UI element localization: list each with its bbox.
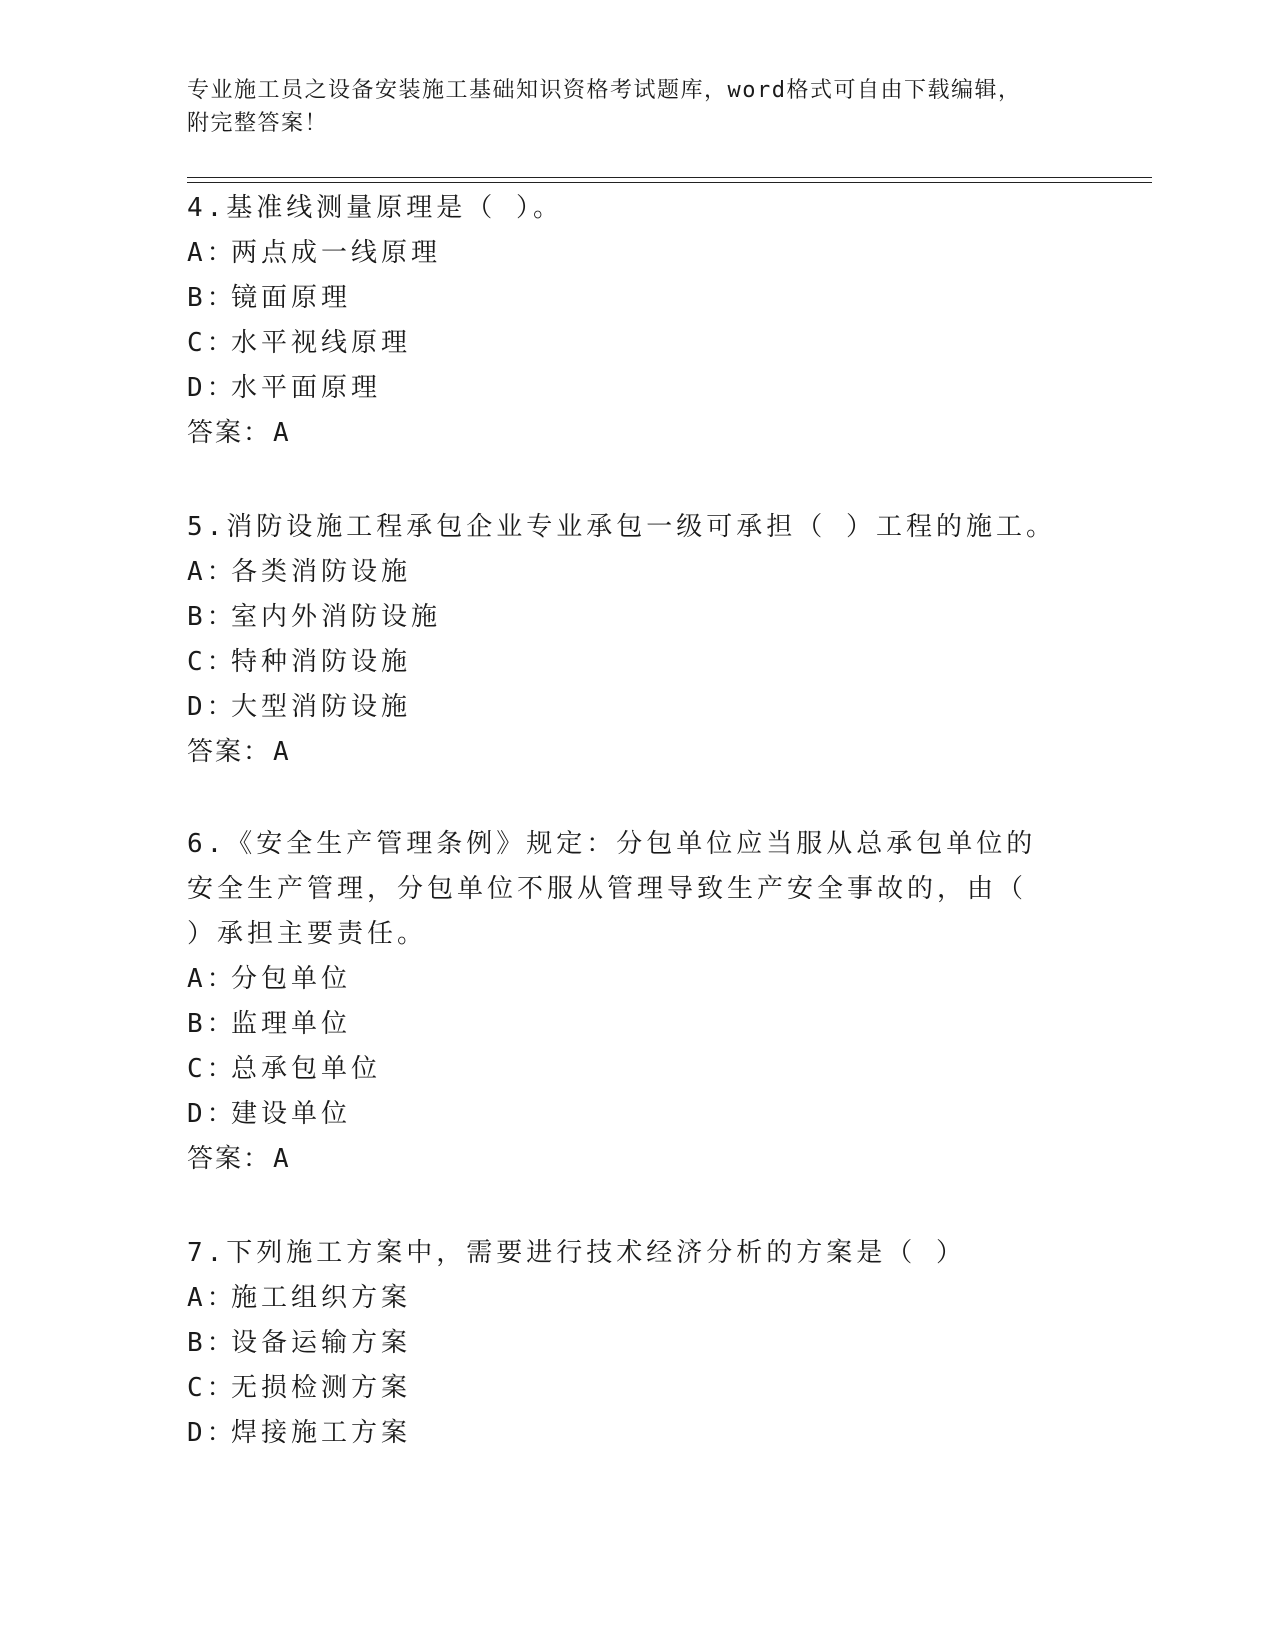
option-key: D： xyxy=(187,692,237,722)
option-text: 监理单位 xyxy=(231,1009,352,1039)
option-text: 镜面原理 xyxy=(231,283,352,313)
option-text: 建设单位 xyxy=(231,1099,352,1129)
header-divider-bottom xyxy=(187,182,1152,183)
question-stem: 7.下列施工方案中，需要进行技术经济分析的方案是（ ） xyxy=(187,1238,966,1268)
option-text: 无损检测方案 xyxy=(231,1373,412,1403)
option-c xyxy=(187,321,1087,366)
option-b xyxy=(187,1321,1087,1366)
option-key: D： xyxy=(187,1418,237,1448)
option-text: 水平面原理 xyxy=(231,373,382,403)
header-line-1: 专业施工员之设备安装施工基础知识资格考试题库，word格式可自由下载编辑， xyxy=(187,78,1022,103)
answer-label: 答案： xyxy=(187,737,272,767)
option-key: B： xyxy=(187,283,237,313)
option-key: B： xyxy=(187,602,237,632)
header-divider-top xyxy=(187,177,1152,178)
option-text: 设备运输方案 xyxy=(231,1328,412,1358)
option-d xyxy=(187,366,1087,411)
option-b xyxy=(187,276,1087,321)
question-6 xyxy=(187,822,1087,1182)
option-key: C： xyxy=(187,647,237,677)
document-header xyxy=(187,74,1087,140)
option-text: 大型消防设施 xyxy=(231,692,412,722)
option-b xyxy=(187,595,1087,640)
option-text: 室内外消防设施 xyxy=(231,602,442,632)
option-c xyxy=(187,1366,1087,1411)
question-7 xyxy=(187,1231,1087,1456)
option-key: A： xyxy=(187,1283,237,1313)
answer-value: A xyxy=(273,1144,289,1174)
option-text: 总承包单位 xyxy=(231,1054,382,1084)
option-text: 焊接施工方案 xyxy=(231,1418,412,1448)
option-text: 水平视线原理 xyxy=(231,328,412,358)
option-key: D： xyxy=(187,373,237,403)
question-stem: 6.《安全生产管理条例》规定：分包单位应当服从总承包单位的安全生产管理，分包单位不服从管理导致生产安全事故的，由（ ）承担主要责任。 xyxy=(187,829,1037,949)
option-text: 施工组织方案 xyxy=(231,1283,412,1313)
option-key: C： xyxy=(187,328,237,358)
option-c xyxy=(187,640,1087,685)
option-text: 分包单位 xyxy=(231,964,352,994)
option-d xyxy=(187,1411,1087,1456)
option-key: B： xyxy=(187,1009,237,1039)
option-text: 各类消防设施 xyxy=(231,557,412,587)
option-text: 特种消防设施 xyxy=(231,647,412,677)
answer-line xyxy=(187,1137,1087,1182)
option-key: A： xyxy=(187,557,237,587)
answer-value: A xyxy=(273,737,289,767)
option-a xyxy=(187,1276,1087,1321)
answer-line xyxy=(187,730,1087,775)
option-key: D： xyxy=(187,1099,237,1129)
option-key: B： xyxy=(187,1328,237,1358)
question-5 xyxy=(187,505,1087,775)
question-4 xyxy=(187,186,1087,456)
option-b xyxy=(187,1002,1087,1047)
option-key: A： xyxy=(187,964,237,994)
question-stem: 5.消防设施工程承包企业专业承包一级可承担（ ）工程的施工。 xyxy=(187,512,1056,542)
option-a xyxy=(187,957,1087,1002)
header-line-2: 附完整答案！ xyxy=(187,111,329,136)
answer-label: 答案： xyxy=(187,1144,272,1174)
answer-line xyxy=(187,411,1087,456)
option-key: C： xyxy=(187,1054,237,1084)
option-key: C： xyxy=(187,1373,237,1403)
option-d xyxy=(187,1092,1087,1137)
question-stem: 4.基准线测量原理是（ ）。 xyxy=(187,193,563,223)
option-text: 两点成一线原理 xyxy=(231,238,442,268)
option-a xyxy=(187,550,1087,595)
answer-value: A xyxy=(273,418,289,448)
option-d xyxy=(187,685,1087,730)
option-a xyxy=(187,231,1087,276)
option-key: A： xyxy=(187,238,237,268)
answer-label: 答案： xyxy=(187,418,272,448)
option-c xyxy=(187,1047,1087,1092)
